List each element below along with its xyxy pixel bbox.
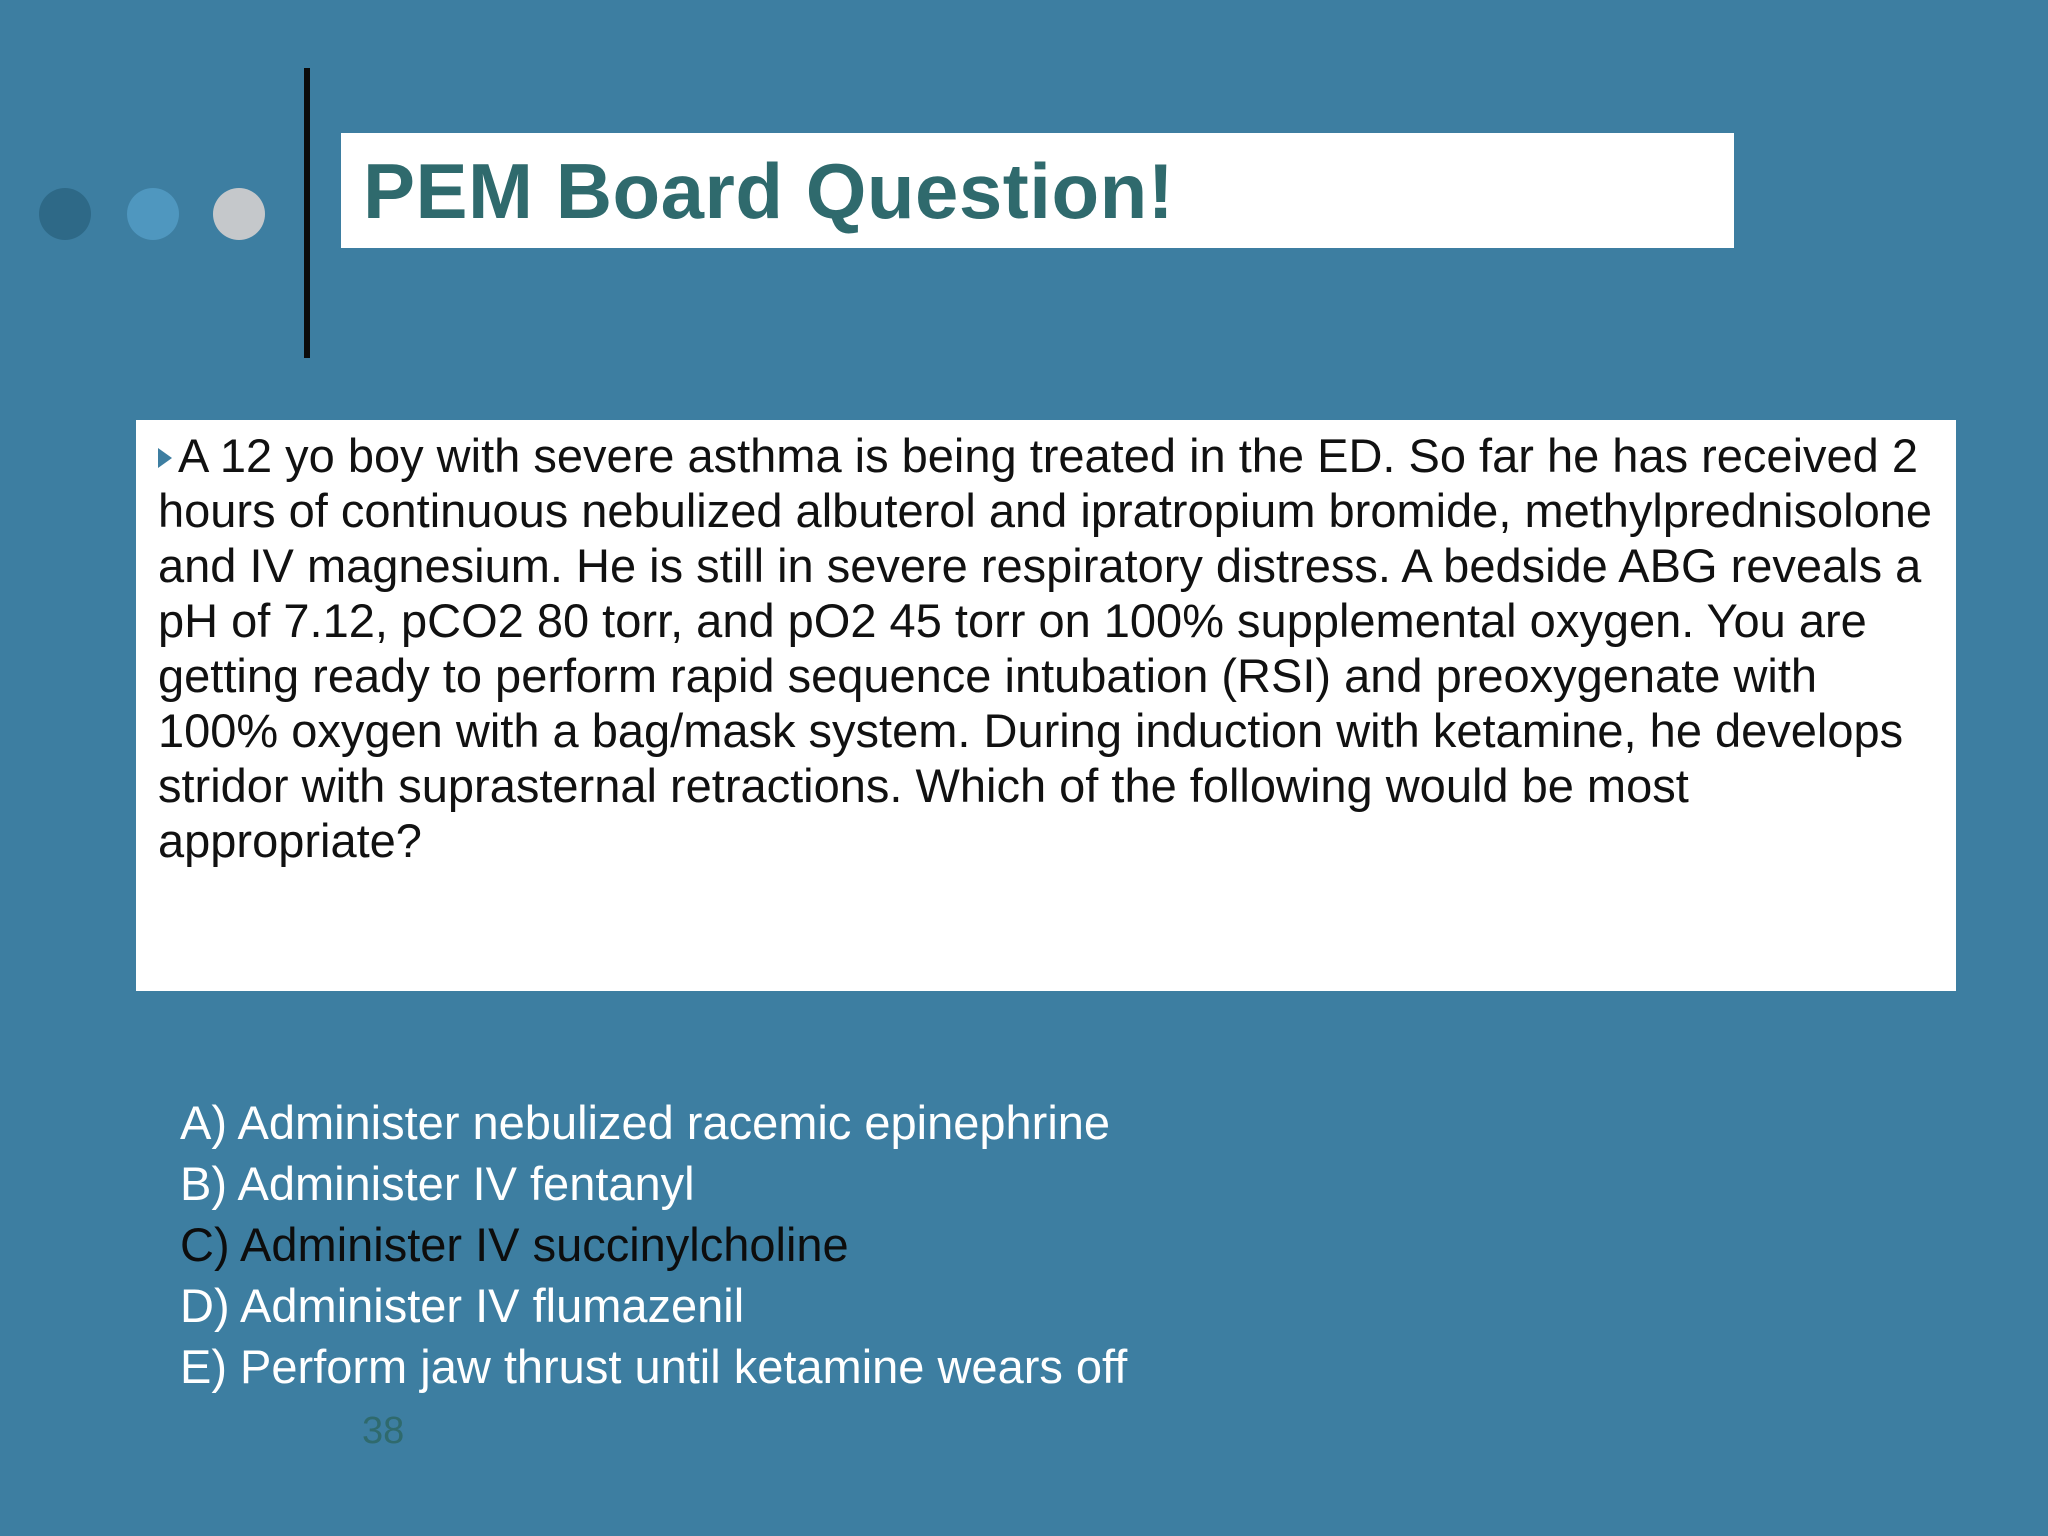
option-d: D) Administer IV flumazenil [180,1279,745,1332]
option-b: B) Administer IV fentanyl [180,1157,695,1210]
option-a: A) Administer nebulized racemic epinephrine [180,1096,1111,1149]
slide-title: PEM Board Question! [363,146,1175,235]
question-text: A 12 yo boy with severe asthma is being treated in the ED. So far he has received 2 hours of continuous nebulized albuterol and ipratropium bromide, methylprednisolone and IV magnesium. He is still in severe respiratory distress. A bedside ABG reveals a pH of 7.12, pCO2 80 torr, and pO2 45 torr on 100% supplemental oxygen. You are getting ready to perform rapid sequence intubation (RSI) and preoxygenate with 100% oxygen with a bag/mask system. During induction with ketamine, he develops stridor with suprasternal retractions. Which of the following would be most appropriate? [158,429,1933,867]
option-e: E) Perform jaw thrust until ketamine wears off [180,1340,1128,1393]
page-number: 38 [362,1410,405,1452]
title-box [341,133,1734,248]
option-c: C) Administer IV succinylcholine [180,1218,849,1271]
arrow-bullet-icon [158,448,172,468]
decor-dot-light [127,188,179,240]
title-divider-line [304,68,310,358]
decor-dot-dark [39,188,91,240]
question-box [136,420,1956,991]
answer-options [180,1092,1580,1397]
question-text-block [158,428,1934,868]
decor-dot-gray [213,188,265,240]
